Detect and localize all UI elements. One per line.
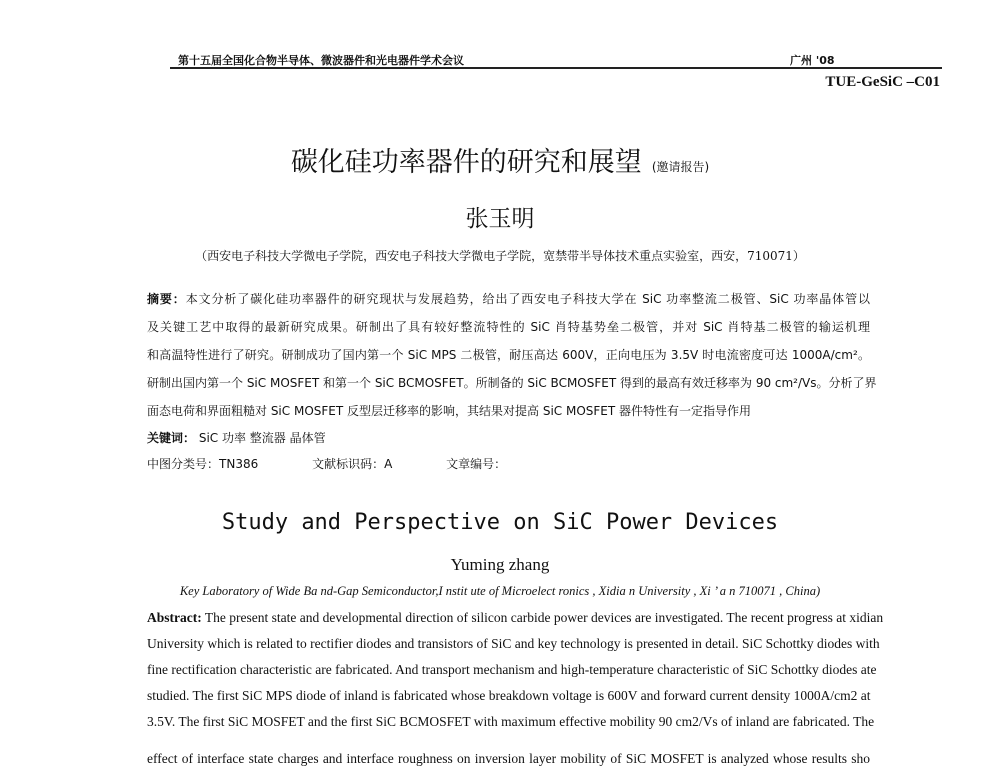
affiliation: （西安电子科技大学微电子学院，西安电子科技大学微电子学院，宽禁带半导体技术重点实验室，西安，710071） (195, 249, 805, 263)
article-number-label: 文章编号： (446, 457, 507, 471)
abstract-line (147, 610, 884, 626)
title-note: (邀请报告) (651, 160, 710, 174)
abstract-text: 本文分析了碳化硅功率器件的研究现状与发展趋势，给出了西安电子科技大学在 SiC 功率整流二极管、SiC 功率晶体管以 (185, 292, 870, 306)
abstract-line (147, 290, 870, 307)
abstract-line: 3.5V. The first SiC MOSFET and the first SiC BCMOSFET with maximum effective mobility 90 cm2/Vs of inland are fabricated. The (147, 714, 875, 729)
header-rule (170, 67, 942, 69)
conference-header: 第十五届全国化合物半导体、微波器件和光电器件学术会议 (178, 54, 464, 67)
abstract-label: Abstract: (147, 610, 202, 625)
keywords-text: SiC 功率 整流器 晶体管 (198, 431, 326, 445)
abstract-line: 面态电荷和界面粗糙对 SiC MOSFET 反型层迁移率的影响，其结果对提高 SiC MOSFET 器件特性有一定指导作用 (147, 404, 752, 418)
english-author: Yuming zhang (450, 555, 550, 574)
paper-code: TUE-GeSiC –C01 (825, 74, 940, 90)
abstract-line: University which is related to rectifier diodes and transistors of SiC and key technology is presented in detail. SiC Schottky diodes with (147, 636, 880, 651)
clc-label: 中图分类号： (147, 457, 220, 471)
paper-title (0, 140, 1000, 179)
doc-code-value: A (384, 457, 393, 471)
keywords (147, 429, 870, 446)
classification (147, 455, 870, 472)
abstract-line: 和高温特性进行了研究。研制成功了国内第一个 SiC MPS 二极管，耐压高达 600V，正向电压为 3.5V 时电流密度可达 1000A/cm²。 (147, 348, 870, 362)
abstract-label: 摘要： (147, 292, 186, 306)
title-text: 碳化硅功率器件的研究和展望 (290, 147, 642, 178)
abstract-line: fine rectification characteristic are fabricated. And transport mechanism and high-temperature characteristic of SiC Schottky diodes ate (147, 662, 877, 677)
author: 张玉明 (465, 206, 535, 232)
doc-code-label: 文献标识码： (312, 457, 385, 471)
english-affiliation: Key Laboratory of Wide Ba nd-Gap Semiconductor,I nstit ute of Microelect ronics , Xidia n University , Xi ’ a n 710071 , China) (179, 584, 821, 598)
abstract-text: The present state and developmental direction of silicon carbide power devices are investigated. The recent progress at xidian (204, 610, 884, 625)
abstract-line: 及关键工艺中取得的最新研究成果。研制出了具有较好整流特性的 SiC 肖特基势垒二极管，并对 SiC 肖特基二极管的输运机理 (147, 320, 870, 334)
abstract-line: 研制出国内第一个 SiC MOSFET 和第一个 SiC BCMOSFET。所制备的 SiC BCMOSFET 得到的最高有效迁移率为 90 cm²/Vs。分析了界 (147, 376, 877, 390)
clc-value: TN386 (219, 457, 259, 471)
english-title: Study and Perspective on SiC Power Devices (221, 510, 779, 535)
abstract-line: effect of interface state charges and interface roughness on inversion layer mobility of SiC MOSFET is analyzed whose results sho (147, 751, 870, 766)
conference-location: 广州 '08 (790, 54, 835, 67)
abstract-line: studied. The first SiC MPS diode of inland is fabricated whose breakdown voltage is 600V and forward current density 1000A/cm2 at (147, 688, 871, 703)
keywords-label: 关键词： (147, 431, 196, 445)
